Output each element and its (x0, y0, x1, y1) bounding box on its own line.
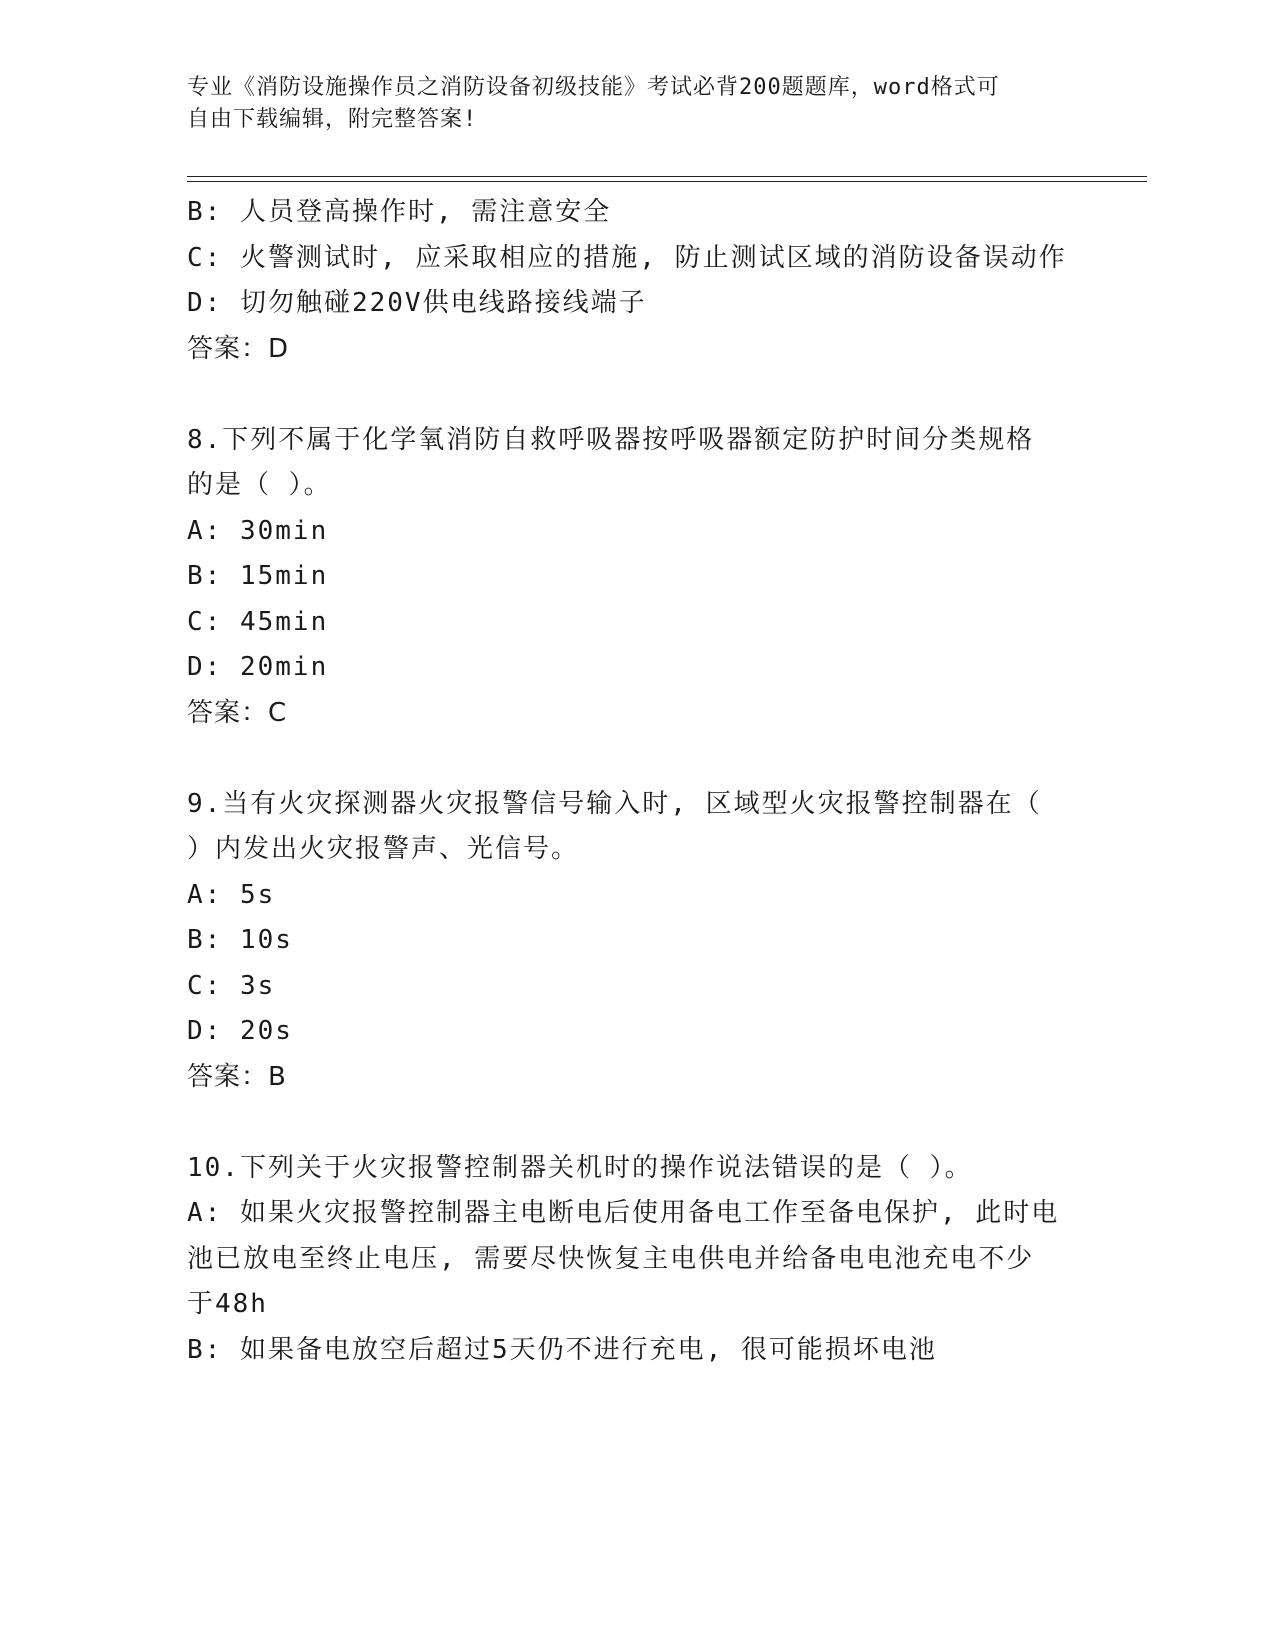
q8-stem-line-2: 的是（ ）。 (187, 470, 332, 500)
q7-option-c: C: 火警测试时, 应采取相应的措施, 防止测试区域的消防设备误动作 (187, 242, 1067, 273)
q9-option-c: C: 3s (187, 970, 276, 1001)
question-8-block (187, 418, 1067, 737)
q9-answer: 答案：B (187, 1061, 287, 1092)
q9-option-d: D: 20s (187, 1016, 293, 1046)
q7-option-d: D: 切勿触碰220V供电线路接线端子 (187, 288, 647, 318)
question-content (187, 190, 1067, 1373)
q9-stem-line-1: 9.当有火灾探测器火灾报警信号输入时, 区域型火灾报警控制器在（ (187, 788, 1042, 819)
header-divider-top (187, 176, 1147, 177)
q10-stem (187, 1146, 1067, 1192)
question-7-block (187, 190, 1067, 372)
q7-option-b: B: 人员登高操作时, 需注意安全 (187, 197, 612, 227)
header-line-1: 专业《消防设施操作员之消防设备初级技能》考试必背200题题库，word格式可 (187, 75, 1000, 100)
q9-stem-line-2: ）内发出火灾报警声、光信号。 (187, 834, 580, 864)
q10-stem-line: 10.下列关于火灾报警控制器关机时的操作说法错误的是（ ）。 (187, 1152, 973, 1183)
q9-stem (187, 782, 1067, 873)
q8-option-c: C: 45min (187, 606, 329, 637)
q8-option-a: A: 30min (187, 515, 329, 546)
q9-option-a: A: 5s (187, 879, 276, 910)
q8-option-b: B: 15min (187, 561, 329, 591)
q9-option-b: B: 10s (187, 925, 293, 955)
document-header (187, 72, 1067, 136)
q10-option-a-line-1: A: 如果火灾报警控制器主电断电后使用备电工作至备电保护, 此时电 (187, 1198, 1060, 1228)
q8-option-d: D: 20min (187, 652, 329, 682)
q8-stem (187, 418, 1067, 509)
q8-answer: 答案：C (187, 697, 288, 728)
header-line-2: 自由下载编辑，附完整答案! (187, 107, 478, 132)
q10-option-b: B: 如果备电放空后超过5天仍不进行充电, 很可能损坏电池 (187, 1334, 937, 1365)
q10-option-a-line-2: 池已放电至终止电压, 需要尽快恢复主电供电并给备电电池充电不少 (187, 1243, 1035, 1274)
q8-stem-line-1: 8.下列不属于化学氧消防自救呼吸器按呼吸器额定防护时间分类规格 (187, 424, 1035, 455)
header-divider-bottom (187, 181, 1147, 182)
question-10-block (187, 1146, 1067, 1374)
q10-option-a-line-3: 于48h (187, 1289, 268, 1319)
question-9-block (187, 782, 1067, 1101)
q7-answer: 答案：D (187, 333, 290, 364)
